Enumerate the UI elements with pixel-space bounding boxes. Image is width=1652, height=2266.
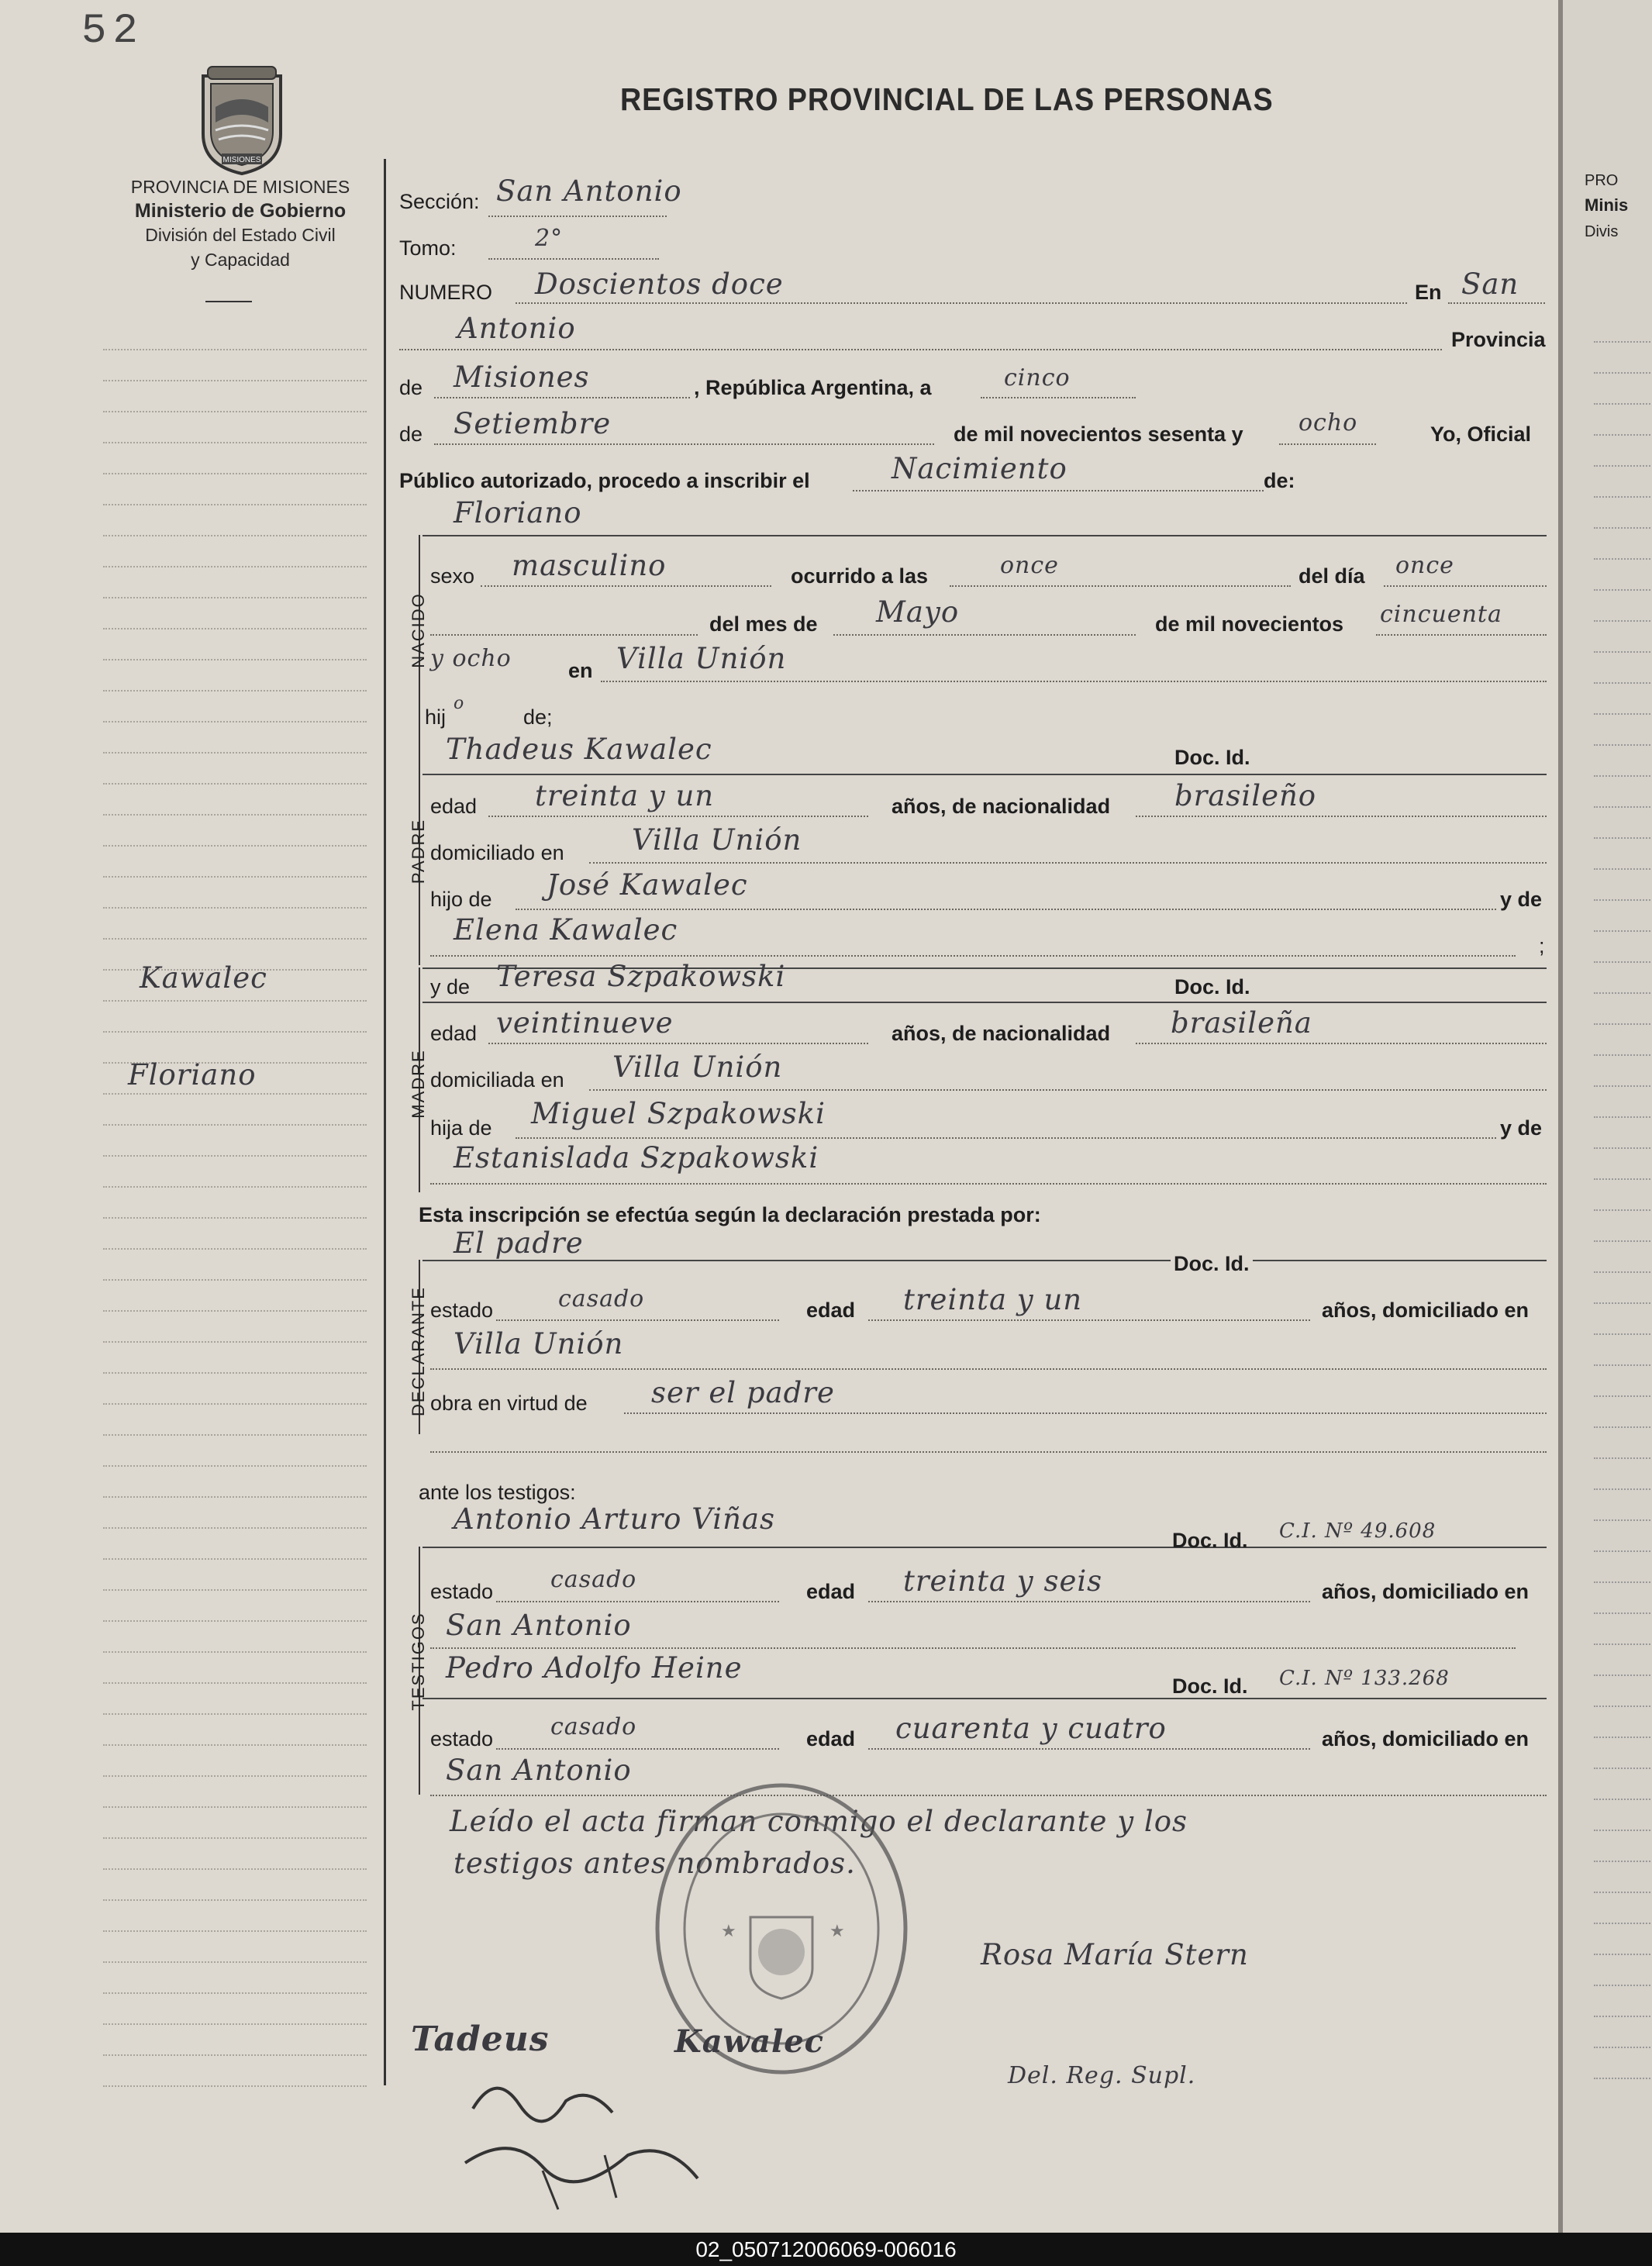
margin-ruled-line	[103, 1837, 367, 1839]
margin-ruled-line	[103, 783, 367, 785]
next-page-ruled-line	[1594, 744, 1652, 746]
nac-mes-value: Mayo	[876, 595, 960, 629]
margin-ruled-line	[103, 1310, 367, 1312]
margin-ruled-line	[103, 566, 367, 567]
en-line-2	[399, 349, 1442, 350]
next-page-ruled-line	[1594, 837, 1652, 839]
margin-ruled-line	[103, 1899, 367, 1901]
margin-ruled-line	[103, 535, 367, 536]
seccion-label: Sección:	[399, 190, 480, 213]
declarante-nombre-line	[422, 1260, 1547, 1261]
declarante-nombre-value: El padre	[454, 1226, 584, 1260]
margin-ruled-line	[103, 1775, 367, 1777]
next-page-ruled-line	[1594, 527, 1652, 529]
next-page-ruled-line	[1594, 434, 1652, 436]
margin-ruled-line	[103, 1868, 367, 1870]
declarante-doc-label: Doc. Id.	[1171, 1252, 1253, 1276]
page-title: REGISTRO PROVINCIAL DE LAS PERSONAS	[620, 81, 1274, 117]
section-testigos: TESTIGOS	[409, 1612, 428, 1711]
next-page-ruled-line	[1594, 1830, 1652, 1831]
tomo-label: Tomo:	[399, 236, 457, 260]
t1-estado-line	[496, 1601, 779, 1602]
acto-value: Nacimiento	[892, 452, 1067, 485]
margin-ruled-line	[103, 659, 367, 660]
t2-estado-line	[496, 1748, 779, 1750]
nac-anio-value-2: y ocho	[430, 645, 512, 672]
signature-oficial-role: Del. Reg. Supl.	[1008, 2062, 1196, 2089]
svg-text:★: ★	[829, 1921, 845, 1940]
margin-ruled-line	[103, 2054, 367, 2056]
anio-label: de mil novecientos sesenta y	[954, 423, 1243, 446]
margin-ruled-line	[103, 907, 367, 909]
margin-ruled-line	[103, 1279, 367, 1281]
t2-estado-value: casado	[550, 1713, 637, 1740]
t1-dom-line	[430, 1647, 1516, 1649]
next-page-ruled-line	[1594, 1674, 1652, 1676]
next-page-ruled-line	[1594, 1550, 1652, 1552]
decl-obra-label: obra en virtud de	[430, 1392, 588, 1415]
mes-de-label: de	[399, 423, 423, 446]
nac-anio-label: de mil novecientos	[1155, 612, 1344, 636]
next-page-ruled-line	[1594, 1054, 1652, 1056]
nac-en-label: en	[568, 659, 593, 682]
signature-declarante-1: Tadeus	[411, 2019, 550, 2059]
madre-dom-line	[589, 1089, 1547, 1091]
next-page-ruled-line	[1594, 1892, 1652, 1893]
signature-testigos-scribbles	[450, 2062, 729, 2217]
t1-dom-value: San Antonio	[446, 1609, 632, 1642]
margin-ruled-line	[103, 380, 367, 381]
lugar-nac-line	[601, 681, 1547, 682]
hijo-value: o	[454, 694, 465, 713]
madre-dom-label: domiciliada en	[430, 1068, 564, 1092]
margin-ruled-line	[103, 1155, 367, 1157]
next-page-ruled-line	[1594, 1240, 1652, 1242]
next-page-ruled-line	[1594, 1426, 1652, 1428]
abuela-materna-line	[430, 1183, 1547, 1185]
hora-value: once	[1000, 552, 1059, 579]
next-page-ruled-line	[1594, 1147, 1652, 1149]
margin-ruled-line	[103, 814, 367, 816]
margin-ruled-line	[103, 938, 367, 940]
closing-line-1: Leído el acta firman conmigo el declarante y los	[450, 1805, 1188, 1838]
decl-dom-label: años, domiciliado en	[1322, 1299, 1530, 1322]
margin-ruled-line	[103, 473, 367, 474]
provincia-label: Provincia	[1451, 328, 1546, 351]
t1-nombre-line	[422, 1547, 1547, 1548]
madre-nac-line	[1136, 1043, 1547, 1044]
padre-nac-value: brasileño	[1174, 779, 1317, 812]
next-page-line2: Minis	[1585, 195, 1629, 215]
sidebar-ministry: Ministerio de Gobierno	[134, 200, 347, 222]
acto-line	[853, 490, 1264, 491]
en-line	[1448, 302, 1545, 304]
delmes-label: del mes de	[709, 612, 818, 636]
padre-edad-label: edad	[430, 795, 478, 818]
image-id-footer: 02_050712006069-006016	[0, 2233, 1652, 2266]
next-page-ruled-line	[1594, 1178, 1652, 1180]
margin-ruled-line	[103, 721, 367, 723]
margin-ruled-line	[103, 1186, 367, 1188]
padre-semicolon: ;	[1539, 934, 1545, 957]
next-page-ruled-line	[1594, 1768, 1652, 1769]
next-page-ruled-line	[1594, 341, 1652, 343]
declarante-intro: Esta inscripción se efectúa según la declaración prestada por:	[419, 1203, 1041, 1226]
page-margin-rule	[384, 159, 386, 2085]
margin-ruled-line	[103, 1434, 367, 1436]
next-page-ruled-line	[1594, 1395, 1652, 1397]
abuelo-paterno-value: José Kawalec	[547, 868, 748, 902]
next-page-ruled-line	[1594, 1364, 1652, 1366]
next-page-ruled-line	[1594, 1302, 1652, 1304]
signature-oficial: Rosa María Stern	[981, 1938, 1249, 1971]
padre-nombre-line	[422, 774, 1547, 775]
testigos-intro: ante los testigos:	[419, 1481, 576, 1504]
margin-ruled-line	[103, 1992, 367, 1994]
next-page-ruled-line	[1594, 372, 1652, 374]
next-page-ruled-line	[1594, 1954, 1652, 1955]
provincia-value: Misiones	[454, 360, 590, 394]
next-page-ruled-line	[1594, 1116, 1652, 1118]
nac-lugar-value: Villa Unión	[616, 642, 787, 675]
next-page-ruled-line	[1594, 1861, 1652, 1862]
fecha-anio-value: ocho	[1298, 409, 1358, 436]
hijo-de-label: de;	[523, 705, 553, 729]
sexo-label: sexo	[430, 564, 475, 588]
decl-edad-value: treinta y un	[903, 1283, 1083, 1316]
t2-dom-line	[430, 1795, 1547, 1796]
sidebar-province: PROVINCIA DE MISIONES	[130, 177, 350, 197]
next-page-ruled-line	[1594, 1023, 1652, 1025]
next-page-ruled-line	[1594, 1209, 1652, 1211]
next-page-ruled-line	[1594, 496, 1652, 498]
hijo-label: hij	[425, 705, 447, 729]
oficial-label: Yo, Oficial	[1430, 423, 1532, 446]
provincial-emblem-icon	[192, 60, 291, 177]
t1-edad-value: treinta y seis	[903, 1564, 1103, 1598]
mes-nac-line	[833, 634, 1136, 636]
next-page-ruled-line	[1594, 930, 1652, 932]
t1-doc-label: Doc. Id.	[1172, 1529, 1248, 1552]
padre-dom-value: Villa Unión	[632, 823, 802, 857]
signature-declarante-2: Kawalec	[674, 2023, 825, 2060]
anio-nac-line	[1376, 634, 1547, 636]
nac-anio-value: cincuenta	[1380, 601, 1502, 628]
padre-nombre-value: Thadeus Kawalec	[446, 733, 712, 766]
madre-doc-label: Doc. Id.	[1174, 975, 1250, 998]
next-page-ruled-line	[1594, 992, 1652, 994]
margin-ruled-line	[103, 1620, 367, 1622]
padre-doc-label: Doc. Id.	[1174, 746, 1250, 769]
margin-ruled-line	[103, 2085, 367, 2087]
fecha-dia-value: cinco	[1004, 364, 1071, 391]
margin-ruled-line	[103, 690, 367, 692]
sexo-value: masculino	[512, 549, 667, 582]
sidebar-division: División del Estado Civil	[145, 225, 336, 245]
section-declarante: DECLARANTE	[409, 1286, 428, 1416]
margin-ruled-line	[103, 1372, 367, 1374]
next-page-ruled-line	[1594, 1333, 1652, 1335]
decl-estado-line	[496, 1319, 779, 1321]
mes-line	[434, 443, 934, 445]
margin-ruled-line	[103, 1031, 367, 1033]
next-page-ruled-line	[1594, 1085, 1652, 1087]
margin-ruled-line	[103, 411, 367, 412]
section-padre: PADRE	[409, 818, 428, 885]
margin-ruled-line	[103, 1341, 367, 1343]
margin-ruled-line	[103, 442, 367, 443]
madre-edad-line	[488, 1043, 868, 1044]
madre-yde2-label: y de	[1500, 1116, 1543, 1140]
publico-label: Público autorizado, procedo a inscribir el	[399, 469, 810, 492]
next-page-ruled-line	[1594, 1271, 1652, 1273]
madre-dom-value: Villa Unión	[612, 1050, 783, 1084]
madre-nac-label: años, de nacionalidad	[892, 1022, 1111, 1045]
next-page-ruled-line	[1594, 1488, 1652, 1490]
next-page-ruled-line	[1594, 2078, 1652, 2079]
next-page-ruled-line	[1594, 775, 1652, 777]
decl-extra-line	[430, 1451, 1547, 1453]
decl-edad-line	[868, 1319, 1310, 1321]
margin-ruled-line	[103, 1558, 367, 1560]
abuelo-materno-line	[516, 1137, 1496, 1139]
numero-line	[516, 302, 1407, 304]
next-page-ruled-line	[1594, 558, 1652, 560]
margin-ruled-line	[103, 1000, 367, 1002]
margin-ruled-line	[103, 1806, 367, 1808]
t1-dom-label: años, domiciliado en	[1322, 1580, 1530, 1603]
next-page-ruled-line	[1594, 2016, 1652, 2017]
nac-dia-value: once	[1395, 552, 1454, 579]
decl-obra-line	[624, 1412, 1547, 1414]
next-page-ruled-line	[1594, 651, 1652, 653]
tomo-value: 2°	[535, 225, 564, 252]
tomo-line	[488, 258, 659, 260]
closing-line-2: testigos antes nombrados.	[454, 1847, 856, 1880]
t2-nombre-value: Pedro Adolfo Heine	[446, 1651, 743, 1685]
next-page-ruled-line	[1594, 713, 1652, 715]
margin-ruled-line	[103, 1744, 367, 1746]
numero-label: NUMERO	[399, 281, 492, 304]
margin-ruled-line	[103, 1713, 367, 1715]
t2-edad-value: cuarenta y cuatro	[895, 1712, 1167, 1745]
next-page-ruled-line	[1594, 1581, 1652, 1583]
republica-label: , República Argentina, a	[694, 376, 932, 399]
en-value-2: Antonio	[457, 312, 576, 345]
hora-line	[950, 585, 1291, 587]
decl-dom-line	[430, 1368, 1547, 1370]
next-page-ruled-line	[1594, 1643, 1652, 1645]
decl-dom-value: Villa Unión	[454, 1327, 624, 1361]
ocurrido-label: ocurrido a las	[791, 564, 929, 588]
margin-ruled-line	[103, 1651, 367, 1653]
margin-ruled-line	[103, 1124, 367, 1126]
abuela-line	[430, 955, 1516, 957]
margin-ruled-line	[103, 1217, 367, 1219]
delmes-lead-line	[430, 634, 698, 636]
emblem-label: MISIONES	[222, 156, 261, 164]
margin-ruled-line	[103, 597, 367, 598]
section-nacido: NACIDO	[409, 592, 428, 668]
t1-edad-line	[868, 1601, 1310, 1602]
t1-estado-value: casado	[550, 1566, 637, 1593]
next-page-ruled-line	[1594, 899, 1652, 901]
svg-text:★: ★	[721, 1921, 736, 1940]
section-madre: MADRE	[409, 1049, 428, 1119]
madre-yde-label: y de	[430, 975, 471, 998]
next-page-ruled-line	[1594, 465, 1652, 467]
madre-edad-value: veintinueve	[496, 1006, 674, 1040]
margin-ruled-line	[103, 1248, 367, 1250]
margin-ruled-line	[103, 1403, 367, 1405]
margin-ruled-line	[103, 1930, 367, 1932]
t2-nombre-line	[422, 1698, 1547, 1699]
t2-edad-line	[868, 1748, 1310, 1750]
next-page-ruled-line	[1594, 1457, 1652, 1459]
t1-nombre-value: Antonio Arturo Viñas	[454, 1502, 776, 1536]
margin-ruled-line	[103, 628, 367, 629]
margin-surname: Kawalec	[140, 961, 267, 995]
next-page-ruled-line	[1594, 1519, 1652, 1521]
margin-ruled-line	[103, 1527, 367, 1529]
next-page-ruled-line	[1594, 589, 1652, 591]
padre-yde-label: y de	[1500, 888, 1543, 911]
next-page-ruled-line	[1594, 1799, 1652, 1800]
sexo-line	[481, 585, 771, 587]
next-page-ruled-line	[1594, 1923, 1652, 1924]
provincia-line	[434, 397, 690, 398]
next-page-ruled-line	[1594, 1612, 1652, 1614]
next-page-ruled-line	[1594, 961, 1652, 963]
padre-nac-label: años, de nacionalidad	[892, 795, 1111, 818]
madre-hija-label: hija de	[430, 1116, 492, 1140]
t2-doc-label: Doc. Id.	[1172, 1674, 1248, 1698]
t2-estado-label: estado	[430, 1727, 494, 1750]
abuela-materna-value: Estanislada Szpakowski	[454, 1141, 819, 1174]
deldia-label: del día	[1298, 564, 1365, 588]
t2-doc-value: C.I. Nº 133.268	[1279, 1667, 1450, 1690]
adjacent-page-edge	[1558, 0, 1652, 2233]
decl-estado-label: estado	[430, 1299, 494, 1322]
padre-edad-line	[488, 816, 868, 817]
madre-nombre-value: Teresa Szpakowski	[496, 960, 786, 993]
decl-estado-value: casado	[558, 1285, 645, 1312]
margin-ruled-line	[103, 876, 367, 878]
margin-ruled-line	[103, 1589, 367, 1591]
provincia-de-label: de	[399, 376, 423, 399]
next-page-ruled-line	[1594, 806, 1652, 808]
padre-dom-label: domiciliado en	[430, 841, 564, 864]
padre-nac-line	[1136, 816, 1547, 817]
en-value: San	[1461, 267, 1519, 301]
next-page-ruled-line	[1594, 2047, 1652, 2048]
margin-ruled-line	[103, 2023, 367, 2025]
t1-edad-label: edad	[806, 1580, 856, 1603]
next-page-line1: PRO	[1585, 172, 1619, 189]
abuela-paterna-value: Elena Kawalec	[454, 913, 678, 947]
en-label: En	[1415, 281, 1442, 304]
margin-ruled-line	[103, 1093, 367, 1095]
next-page-ruled-line	[1594, 868, 1652, 870]
t1-estado-label: estado	[430, 1580, 494, 1603]
nombre-line	[422, 535, 1547, 536]
margin-ruled-line	[103, 1465, 367, 1467]
sidebar-divider	[205, 301, 252, 302]
seccion-line	[488, 216, 667, 217]
madre-edad-label: edad	[430, 1022, 478, 1045]
padre-dom-line	[589, 862, 1547, 864]
margin-ruled-line	[103, 504, 367, 505]
de-colon-label: de:	[1264, 469, 1295, 492]
margin-ruled-line	[103, 1682, 367, 1684]
next-page-ruled-line	[1594, 682, 1652, 684]
next-page-ruled-line	[1594, 620, 1652, 622]
nombre-value: Floriano	[454, 496, 582, 529]
margin-ruled-line	[103, 349, 367, 350]
padre-edad-value: treinta y un	[535, 779, 715, 812]
sidebar-capacity: y Capacidad	[191, 250, 290, 270]
padre-hijo-label: hijo de	[430, 888, 492, 911]
margin-name: Floriano	[128, 1058, 257, 1092]
t2-dom-value: San Antonio	[446, 1754, 632, 1787]
madre-nac-value: brasileña	[1171, 1006, 1312, 1040]
decl-obra-value: ser el padre	[651, 1376, 835, 1409]
margin-ruled-line	[103, 1961, 367, 1963]
seccion-value: San Antonio	[496, 174, 682, 208]
t1-doc-value: C.I. Nº 49.608	[1279, 1519, 1436, 1543]
next-page-ruled-line	[1594, 403, 1652, 405]
decl-edad-label: edad	[806, 1299, 856, 1322]
margin-ruled-line	[103, 1496, 367, 1498]
margin-ruled-line	[103, 752, 367, 754]
next-page-ruled-line	[1594, 1737, 1652, 1738]
numero-value: Doscientos doce	[535, 267, 784, 301]
abuelo-materno-value: Miguel Szpakowski	[531, 1097, 826, 1130]
next-page-line3: Divis	[1585, 223, 1619, 240]
madre-nombre-line	[422, 1002, 1547, 1003]
next-page-ruled-line	[1594, 1706, 1652, 1707]
margin-ruled-line	[103, 845, 367, 847]
abuelo-line	[516, 909, 1496, 910]
anio-line	[1279, 443, 1376, 445]
page-number: 52	[81, 8, 144, 55]
next-page-ruled-line	[1594, 1985, 1652, 1986]
dia-nac-line	[1384, 585, 1547, 587]
t2-dom-label: años, domiciliado en	[1322, 1727, 1530, 1750]
dia-line	[981, 397, 1136, 398]
fecha-mes-value: Setiembre	[454, 407, 612, 440]
t2-edad-label: edad	[806, 1727, 856, 1750]
